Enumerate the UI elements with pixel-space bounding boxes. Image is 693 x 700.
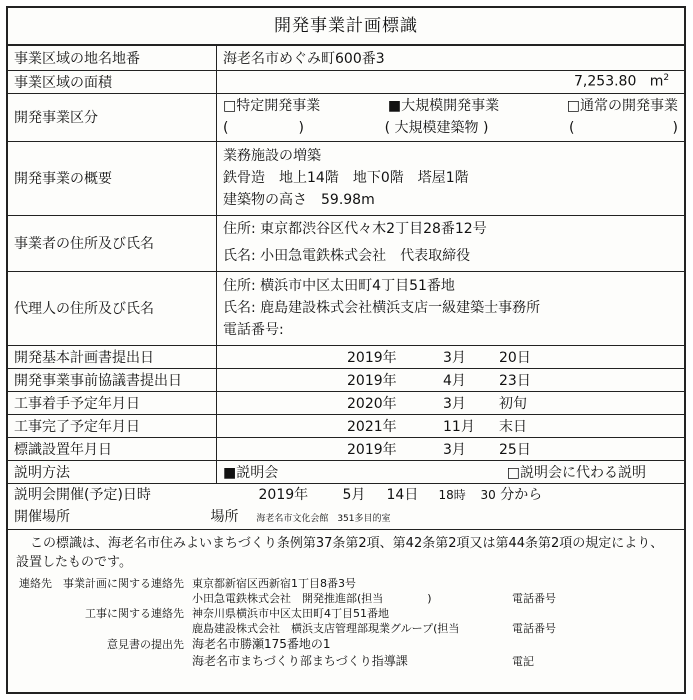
consult-submit-day: 23日 <box>499 372 531 389</box>
posted-date <box>217 437 685 460</box>
method-option-alternative: □説明会に代わる説明 <box>506 464 646 481</box>
category-sub-large: ( 大規模建築物 ) <box>384 120 489 136</box>
contact-opinion-line2: 海老名市まちづくり部まちづくり指導課 <box>192 653 408 668</box>
plan-submit-year: 2019年 <box>347 349 397 366</box>
location-value: 海老名市めぐみ町600番3 <box>217 46 685 70</box>
table-row <box>8 391 684 414</box>
meeting-datetime-label: 説明会開催(予定)日時 <box>14 487 151 503</box>
overview-line3: 建築物の高さ 59.98m <box>223 192 375 208</box>
table-row <box>8 345 684 368</box>
owner-label: 事業者の住所及び氏名 <box>8 215 217 271</box>
table-row <box>8 437 684 460</box>
contact-row <box>16 621 676 636</box>
finish-year: 2021年 <box>347 418 397 435</box>
method-cell <box>217 460 685 483</box>
overview-line1: 業務施設の増築 <box>223 148 321 164</box>
overview-line2: 鉄骨造 地上14階 地下0階 塔屋1階 <box>223 170 469 186</box>
contact-plan-line1: 東京都新宿区西新宿1丁目8番3号 <box>192 576 356 590</box>
category-sub-normal: ( ) <box>569 120 678 136</box>
overview-cell <box>217 141 685 215</box>
consult-submit-year: 2019年 <box>347 372 397 389</box>
contact-work-line2: 鹿島建設株式会社 横浜支店管理部現業グループ(担当 <box>192 621 460 635</box>
area-cell <box>217 70 685 93</box>
table-row <box>8 70 684 93</box>
owner-address: 住所: 東京都渋谷区代々木2丁目28番12号 <box>223 221 487 237</box>
meeting-from: 分から <box>500 487 543 503</box>
consult-submit-date <box>217 368 685 391</box>
footer <box>8 530 684 670</box>
meeting-place-value: 海老名市文化会館 351多目的室 <box>256 514 391 524</box>
contact-work-label: 工事に関する連絡先 <box>85 606 184 620</box>
start-label: 工事着手予定年月日 <box>8 391 217 414</box>
table-row <box>8 46 684 70</box>
contact-work-line1: 神奈川県横浜市中区太田町4丁目51番地 <box>192 606 389 620</box>
location-label: 事業区域の地名地番 <box>8 46 217 70</box>
agent-label: 代理人の住所及び氏名 <box>8 271 217 345</box>
consult-submit-month: 4月 <box>443 372 466 389</box>
plan-submit-label: 開発基本計画書提出日 <box>8 345 217 368</box>
start-date <box>217 391 685 414</box>
owner-name: 氏名: 小田急電鉄株式会社 代表取締役 <box>223 248 471 264</box>
footer-note-2: 設置したものです。 <box>16 554 132 570</box>
contact-row <box>16 636 676 653</box>
contact-opinion-phone: 電記 <box>512 654 534 668</box>
category-label: 開発事業区分 <box>8 93 217 141</box>
meeting-hour: 18時 <box>438 488 466 502</box>
plan-submit-date <box>217 345 685 368</box>
posted-year: 2019年 <box>347 441 397 458</box>
contact-work-phone: 電話番号 <box>512 621 556 635</box>
info-table <box>8 46 684 530</box>
finish-date <box>217 414 685 437</box>
table-row <box>8 483 684 529</box>
meeting-minute: 30 <box>480 488 496 502</box>
contact-row <box>16 606 676 621</box>
category-option-normal: □通常の開発事業 <box>566 98 678 114</box>
posted-label: 標識設置年月日 <box>8 437 217 460</box>
area-label: 事業区域の面積 <box>8 70 217 93</box>
table-row <box>8 215 684 271</box>
contact-row <box>16 576 676 591</box>
finish-label: 工事完了予定年月日 <box>8 414 217 437</box>
overview-label: 開発事業の概要 <box>8 141 217 215</box>
sign-title: 開発事業計画標識 <box>8 8 684 46</box>
start-day: 初旬 <box>499 395 527 412</box>
meeting-cell <box>210 483 685 529</box>
table-row <box>8 414 684 437</box>
contact-plan-line2: 小田急電鉄株式会社 開発推進部(担当 ) <box>192 591 432 605</box>
posted-month: 3月 <box>443 441 466 458</box>
plan-submit-day: 20日 <box>499 349 531 366</box>
meeting-place-prefix: 場所 <box>210 509 239 525</box>
method-option-meeting: ■説明会 <box>223 464 279 481</box>
area-value: 7,253.80 <box>574 73 637 90</box>
footer-note-1: この標識は、海老名市住みよいまちづくり条例第37条第2項、第42条第2項又は第44条第2項の規定により、 <box>30 535 664 551</box>
start-month: 3月 <box>443 395 466 412</box>
contact-opinion-line1: 海老名市勝瀬175番地の1 <box>192 636 331 651</box>
meeting-day: 14日 <box>386 487 419 503</box>
finish-month: 11月 <box>443 418 475 435</box>
contact-opinion-label: 意見書の提出先 <box>107 637 184 651</box>
contact-row <box>16 591 676 606</box>
posted-day: 25日 <box>499 441 531 458</box>
contact-plan-label: 連絡先 事業計画に関する連絡先 <box>19 576 184 590</box>
meeting-month: 5月 <box>342 487 366 503</box>
meeting-label-cell <box>8 483 217 529</box>
table-row <box>8 271 684 345</box>
category-option-specific: □特定開発事業 <box>223 98 321 114</box>
meeting-year: 2019年 <box>258 487 309 503</box>
category-sub-specific: ( ) <box>223 120 304 136</box>
agent-name: 氏名: 鹿島建設株式会社横浜支店一級建築士事務所 <box>223 300 541 316</box>
method-label: 説明方法 <box>8 460 217 483</box>
meeting-datetime <box>217 484 679 506</box>
table-row <box>8 368 684 391</box>
agent-address: 住所: 横浜市中区太田町4丁目51番地 <box>223 278 455 294</box>
area-unit-sup: 2 <box>663 73 670 84</box>
owner-cell <box>217 215 685 271</box>
category-option-large: ■大規模開発事業 <box>387 98 500 114</box>
table-row <box>8 93 684 141</box>
meeting-place-label: 開催場所 <box>14 509 70 525</box>
consult-submit-label: 開発事業事前協議書提出日 <box>8 368 217 391</box>
finish-day: 末日 <box>499 418 527 435</box>
meeting-place <box>210 506 679 528</box>
agent-cell <box>217 271 685 345</box>
agent-phone: 電話番号: <box>223 322 284 338</box>
sign-board <box>6 6 686 694</box>
table-row <box>8 460 684 483</box>
category-cell <box>217 93 685 141</box>
plan-submit-month: 3月 <box>443 349 466 366</box>
contact-row <box>16 653 676 670</box>
contact-block <box>16 576 676 670</box>
start-year: 2020年 <box>347 395 397 412</box>
table-row <box>8 141 684 215</box>
area-unit: m <box>649 73 664 90</box>
contact-plan-phone: 電話番号 <box>512 591 556 605</box>
